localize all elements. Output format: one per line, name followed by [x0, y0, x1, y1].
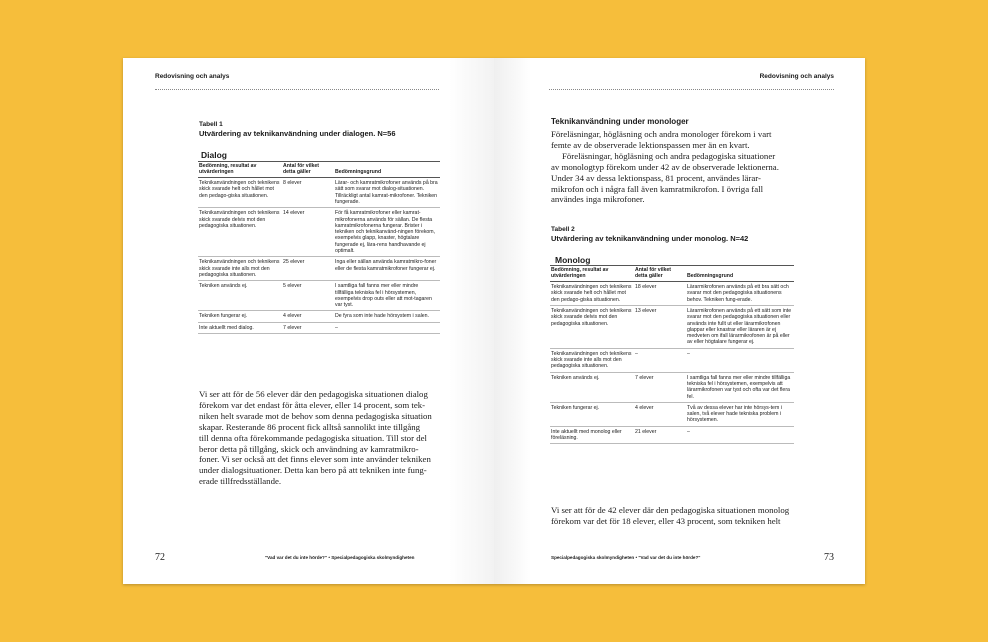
table-row [550, 372, 794, 402]
column-header: Antal för vilket detta gäller [634, 266, 686, 282]
text-line: förekom var det för 18 elever, eller 43 procent, som tekniken helt [551, 515, 781, 526]
table-row [198, 322, 440, 333]
section-label: Dialog [201, 150, 227, 160]
dotted-rule [549, 89, 834, 90]
assessment-cell: Tekniken används ej. [550, 372, 634, 402]
table-row [550, 305, 794, 348]
text-line: femte av de observerade lektionspassen mer än en kvart. [551, 139, 750, 150]
table-row [198, 178, 440, 208]
assessment-cell: Teknikanvändningen och teknikens skick svarade delvis mot den pedagogiska situationen. [550, 305, 634, 348]
table-label: Tabell 2 [551, 226, 575, 233]
running-head: Redovisning och analys [155, 73, 230, 80]
table-header-row [198, 162, 440, 178]
text-line: Vi ser att för de 56 elever där den pedagogiska situationen dialog [199, 389, 428, 399]
section-label: Monolog [555, 255, 591, 265]
basis-cell: Lärar- och kamratmikrofoner används på bra sätt som svarar mot dialog-situationen. Tillräckligt antal kamrat-mikrofoner. Tekniken fungerade. [334, 178, 440, 208]
text-line: erade tillfredsställande. [199, 476, 282, 487]
dotted-rule [155, 89, 439, 90]
text-line: Vi ser att för de 42 elever där den pedagogiska situationen monolog [551, 505, 790, 515]
text-line: mikrofon och i några fall även kamratmikrofon. I övriga fall [551, 183, 764, 194]
text-line: under dialogsituationer. Detta kan bero på att tekniken inte fung- [199, 465, 427, 476]
count-cell: 5 elever [282, 281, 334, 311]
count-cell: 18 elever [634, 282, 686, 306]
basis-cell: – [686, 348, 794, 372]
table-row [198, 208, 440, 257]
basis-cell: Lärarmikrofonen används på ett bra sätt och svarar mot den pedagogiska situationens behov. Tekniken fung-erade. [686, 282, 794, 306]
basis-cell: De fyra som inte hade hörsystem i salen. [334, 311, 440, 322]
evaluation-table [550, 265, 794, 444]
body-paragraph [551, 505, 811, 527]
count-cell: 8 elever [282, 178, 334, 208]
count-cell: 4 elever [634, 402, 686, 426]
assessment-cell: Tekniken används ej. [198, 281, 282, 311]
table-row [550, 426, 794, 444]
assessment-cell: Inte aktuellt med dialog. [198, 322, 282, 333]
table-title: Utvärdering av teknikanvändning under dialogen. N=56 [199, 129, 396, 138]
table-header-row [550, 266, 794, 282]
table-row [550, 282, 794, 306]
text-line: användes inga mikrofoner. [551, 194, 645, 205]
table-row [550, 402, 794, 426]
text-line: skapar. Resterande 86 procent fick alltså sannolikt inte tillgång [199, 421, 421, 432]
column-header: Bedömningsgrund [686, 266, 794, 282]
count-cell: 13 elever [634, 305, 686, 348]
assessment-cell: Teknikanvändningen och teknikens skick svarade helt och hållet mot den pedago-giska situationen. [198, 178, 282, 208]
table-row [198, 311, 440, 322]
book-spread [123, 58, 865, 584]
right-page [494, 58, 865, 584]
column-header: Antal för vilket detta gäller [282, 162, 334, 178]
page-footer: Specialpedagogiska skolmyndigheten • "Vad var det du inte hörde?" [551, 555, 701, 560]
section-heading: Teknikanvändning under monologer [551, 117, 689, 126]
text-line: av monologtyp förekom under 42 av de observerade lektionerna. [551, 161, 779, 172]
basis-cell: Lärarmikrofonen används på ett sätt som inte svarar mot den pedagogiska situationen eller används inte fullt ut eller lärarmikrofonen glappar eller knastrar eller läraren är ej medveten om ifall lärarmikrofonen är på eller av eller högtalare fungerar ej. [686, 305, 794, 348]
assessment-cell: Teknikanvändningen och teknikens skick svarade helt och hållet mot den pedago-giska situationen. [550, 282, 634, 306]
count-cell: 4 elever [282, 311, 334, 322]
page-number: 73 [824, 552, 834, 563]
table-title: Utvärdering av teknikanvändning under monolog. N=42 [551, 234, 749, 243]
table-label: Tabell 1 [199, 121, 223, 128]
text-line: Föreläsningar, högläsning och andra pedagogiska situationer [562, 150, 776, 161]
text-line: förekom var det endast för åtta elever, eller 14 procent, som tek- [199, 399, 426, 410]
assessment-cell: Inte aktuellt med monolog eller föreläsning. [550, 426, 634, 444]
page-footer: "Vad var det du inte hörde?" • Specialpedagogiska skolmyndigheten [265, 555, 415, 560]
count-cell: – [634, 348, 686, 372]
text-line: beror detta på tillgång, skick och användning av kamratmikro- [199, 443, 419, 454]
assessment-cell: Tekniken fungerar ej. [550, 402, 634, 426]
column-header: Bedömningsgrund [334, 162, 440, 178]
count-cell: 7 elever [282, 322, 334, 333]
basis-cell: För få kamratmikrofoner eller kamrat-mikrofonerna används för sällan. De flesta kamratmikrofonerna fungerar. Brister i tekniken och teknikanvänd-ningen förekom, exempelvis glapp, knaster, högtalare fungerade ej, lära-rens handhavande ej optimalt. [334, 208, 440, 257]
column-header: Bedömning, resultat av utvärderingen [550, 266, 634, 282]
assessment-cell: Teknikanvändningen och teknikens skick svarade inte alls mot den pedagogiska situationen. [550, 348, 634, 372]
table-row [198, 257, 440, 281]
intro-paragraph [551, 129, 811, 205]
count-cell: 25 elever [282, 257, 334, 281]
basis-cell: Två av dessa elever har inte hörsys-tem i salen, två elever hade tekniska problem i hörsystemen. [686, 402, 794, 426]
basis-cell: – [334, 322, 440, 333]
page-number: 72 [155, 552, 165, 563]
count-cell: 7 elever [634, 372, 686, 402]
count-cell: 14 elever [282, 208, 334, 257]
text-line: foner. Vi ser också att det finns elever som inte använder tekniken [199, 454, 431, 465]
table-row [198, 281, 440, 311]
basis-cell: – [686, 426, 794, 444]
assessment-cell: Tekniken fungerar ej. [198, 311, 282, 322]
running-head: Redovisning och analys [759, 73, 834, 80]
body-paragraph [199, 389, 449, 487]
assessment-cell: Teknikanvändningen och teknikens skick svarade delvis mot den pedagogiska situationen. [198, 208, 282, 257]
assessment-cell: Teknikanvändningen och teknikens skick svarade inte alls mot den pedagogiska situationen. [198, 257, 282, 281]
basis-cell: I samtliga fall fanns mer eller mindre tillfälliga tekniska fel i hörsystemen, exempelvis drop outs eller att mot-tagaren var tyst. [334, 281, 440, 311]
text-line: niken helt svarade mot de behov som denna pedagogiska situation [199, 410, 432, 421]
table-row [550, 348, 794, 372]
text-line: Under 34 av dessa lektionspass, 81 procent, användes lärar- [551, 172, 761, 183]
basis-cell: Inga eller sällan använda kamratmikro-foner eller de flesta kamratmikrofoner fungerar ej. [334, 257, 440, 281]
count-cell: 21 elever [634, 426, 686, 444]
text-line: till denna ofta förekommande pedagogiska situation. Till stor del [199, 432, 427, 443]
evaluation-table [198, 161, 440, 334]
basis-cell: I samtliga fall fanns mer eller mindre tillfälliga tekniska fel i hörsystemen, exempelvis att lärarmikrofonen var tyst och ofta var det flera fel. [686, 372, 794, 402]
text-line: Föreläsningar, högläsning och andra monologer förekom i vart [551, 129, 772, 139]
column-header: Bedömning, resultat av utvärderingen [198, 162, 282, 178]
left-page [123, 58, 494, 584]
